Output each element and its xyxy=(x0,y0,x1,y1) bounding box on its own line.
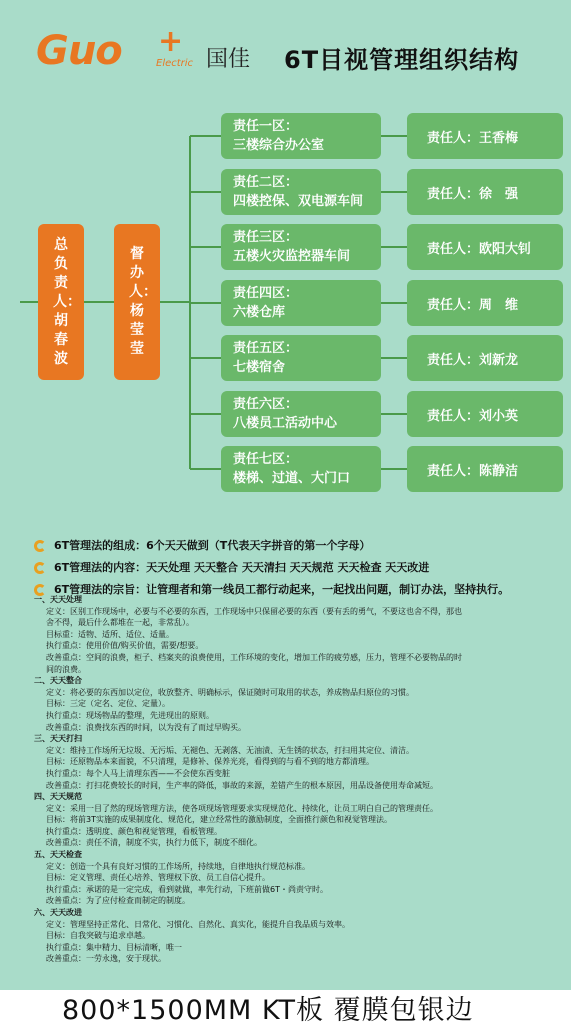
bullet-swirl-icon xyxy=(34,540,46,552)
supervisor-label: 督办人：杨莹莹 xyxy=(129,246,157,357)
zone-person-1: 责任人：王香梅 xyxy=(407,113,563,159)
section-line: 执行重点：集中精力、目标清晰，唯一 xyxy=(46,942,182,952)
section-line: 目标：自我突破与追求卓越。 xyxy=(46,931,150,941)
zone-person-5: 责任人：刘新龙 xyxy=(407,335,563,381)
supervisor-box xyxy=(114,224,160,380)
hierarchy-line xyxy=(84,301,114,303)
guo-electric-logo xyxy=(36,24,196,74)
zone-name: 责任五区： xyxy=(233,341,299,356)
section-line: 目标：还原物品本来面貌，不只清理，是修补、保养光亮，看得到的与看不到的地方都清理。 xyxy=(46,757,374,767)
zone-name: 责任三区： xyxy=(233,230,299,245)
branch-line xyxy=(190,135,221,137)
zone-person-2: 责任人：徐 强 xyxy=(407,169,563,215)
section-line: 目标：定义管理、责任心培养、管理权下放、员工自信心提升。 xyxy=(46,873,270,883)
section-heading: 五、天天检查 xyxy=(34,850,82,860)
person-link-line xyxy=(381,302,407,304)
section-line: 舍不得，最后什么都堆在一起，非常乱）。 xyxy=(46,618,194,628)
zone-box-4 xyxy=(221,280,381,326)
person-link-line xyxy=(381,135,407,137)
section-heading: 三、天天打扫 xyxy=(34,734,82,744)
bullet-composition: 6T管理法的组成：6个天天做到（T代表天字拼音的第一个字母） xyxy=(34,535,569,557)
section-line: 改善重点：责任不清，制度不实，执行力低下，制度不细化。 xyxy=(46,838,262,848)
zone-box-1 xyxy=(221,113,381,159)
hierarchy-line xyxy=(20,301,38,303)
logo-plus-icon: + xyxy=(158,24,184,59)
section-line: 目标重：适物、适所、适位、适量。 xyxy=(46,629,174,639)
method-summary xyxy=(34,535,569,601)
branch-line xyxy=(190,191,221,193)
section-line: 改善重点：空间的浪费，柜子、档案夹的浪费使用，工作环境的变化，增加工作的疲劳感，压力，管理不必要物品的时 xyxy=(46,652,462,662)
section-heading: 四、天天规范 xyxy=(34,792,82,802)
method-details xyxy=(34,594,562,965)
person-link-line xyxy=(381,191,407,193)
person-link-line xyxy=(381,357,407,359)
section-line: 执行重点：承诺的是一定完成，看到就做，率先行动，下班前做6T・尚责守时。 xyxy=(46,884,328,894)
section-line: 执行重点：现场物品的整理，先进现出的原则。 xyxy=(46,710,214,720)
section-line: 定义：将必要的东西加以定位，收放整齐、明确标示，保证随时可取用的状态，养成物品归原位的习惯。 xyxy=(46,687,414,697)
page-title: 6T目视管理组织结构 xyxy=(284,46,520,74)
zone-name: 责任六区： xyxy=(233,397,299,412)
zone-box-2 xyxy=(221,169,381,215)
section-line: 目标：将前3T实施的成果制度化、规范化，建立经常性的激励制度，全面推行颜色和视觉管理法。 xyxy=(46,815,392,825)
section-line: 改善重点：一劳永逸，安于现状。 xyxy=(46,954,166,964)
section-line: 间的浪费。 xyxy=(46,664,86,674)
zone-place: 楼梯、过道、大门口 xyxy=(233,471,351,486)
section-line: 改善重点：为了应付检查而制定的制度。 xyxy=(46,896,190,906)
branch-line xyxy=(190,357,221,359)
zone-place: 四楼控保、双电源车间 xyxy=(233,194,364,209)
brand-name: 国佳 xyxy=(206,47,251,72)
bullet-content: 6T管理法的内容：天天处理 天天整合 天天清扫 天天规范 天天检查 天天改进 xyxy=(34,557,569,579)
leader-label: 总负责人：胡春波 xyxy=(53,236,81,367)
section-line: 目标：三定（定名、定位、定量）。 xyxy=(46,699,170,709)
person-link-line xyxy=(381,413,407,415)
logo-text: Guo xyxy=(36,28,122,74)
section-line: 改善重点：浪费找东西的时间，以为没有了而过早购买。 xyxy=(46,722,246,732)
section-heading: 二、天天整合 xyxy=(34,676,82,686)
zone-box-5 xyxy=(221,335,381,381)
branch-line xyxy=(190,246,221,248)
section-heading: 六、天天改进 xyxy=(34,908,82,918)
zone-box-7 xyxy=(221,446,381,492)
person-link-line xyxy=(381,246,407,248)
bullet-purpose: 6T管理法的宗旨：让管理者和第一线员工都行动起来，一起找出问题，制订办法，坚持执行。 xyxy=(34,579,569,601)
zone-box-6 xyxy=(221,391,381,437)
branch-line xyxy=(190,468,221,470)
zone-place: 五楼火灾监控器车间 xyxy=(233,249,351,264)
zone-place: 七楼宿舍 xyxy=(233,360,286,375)
zone-person-7: 责任人：陈静洁 xyxy=(407,446,563,492)
zone-place: 六楼仓库 xyxy=(233,305,286,320)
footer-spec-text: 800*1500MM KT板 覆膜包银边 xyxy=(62,995,474,1026)
bullet-swirl-icon xyxy=(34,562,46,574)
section-line: 执行重点：每个人马上清理东西——不会使东西变脏 xyxy=(46,768,230,778)
section-line: 定义：区别工作现场中，必要与不必要的东西，工作现场中只保留必要的东西（要有丢的勇气，不要这也舍不得，那也 xyxy=(46,606,462,616)
zone-person-3: 责任人：欧阳大钊 xyxy=(407,224,563,270)
leader-box xyxy=(38,224,84,380)
section-line: 执行重点：使用价值/购买价值，需要/想要。 xyxy=(46,641,204,651)
hierarchy-line xyxy=(160,301,190,303)
section-line: 改善重点：打扫花费较长的时间，生产率的降低，事故的来源，差错产生的根本原因，用品设备使用寿命减短。 xyxy=(46,780,438,790)
section-line: 定义：管理坚持正常化、日常化、习惯化、自然化、真实化，能提升自我品质与效率。 xyxy=(46,919,350,929)
branch-line xyxy=(190,302,221,304)
section-line: 定义：采用一目了然的现场管理方法，使各项现场管理要求实现规范化、持续化，让员工明白自己的管理责任。 xyxy=(46,803,438,813)
section-heading: 一、天天处理 xyxy=(34,595,82,604)
branch-line xyxy=(190,413,221,415)
zone-person-6: 责任人：刘小英 xyxy=(407,391,563,437)
logo-subtext: Electric xyxy=(156,58,194,69)
footer xyxy=(0,990,571,1024)
zone-person-4: 责任人：周 维 xyxy=(407,280,563,326)
zone-name: 责任二区： xyxy=(233,175,299,190)
zone-name: 责任七区： xyxy=(233,452,299,467)
zone-place: 八楼员工活动中心 xyxy=(233,416,338,431)
person-link-line xyxy=(381,468,407,470)
section-line: 定义：创造一个具有良好习惯的工作场所，持续地，自律地执行规范标准。 xyxy=(46,861,310,871)
section-line: 定义：维持工作场所无垃圾、无污垢、无褪色、无剥落、无油渍、无生锈的状态，打扫用其定位、清洁。 xyxy=(46,745,414,755)
zone-box-3 xyxy=(221,224,381,270)
section-line: 执行重点：透明度、颜色和视觉管理，看板管理。 xyxy=(46,826,222,836)
zone-name: 责任一区： xyxy=(233,119,299,134)
zone-place: 三楼综合办公室 xyxy=(233,138,325,153)
zone-name: 责任四区： xyxy=(233,286,299,301)
